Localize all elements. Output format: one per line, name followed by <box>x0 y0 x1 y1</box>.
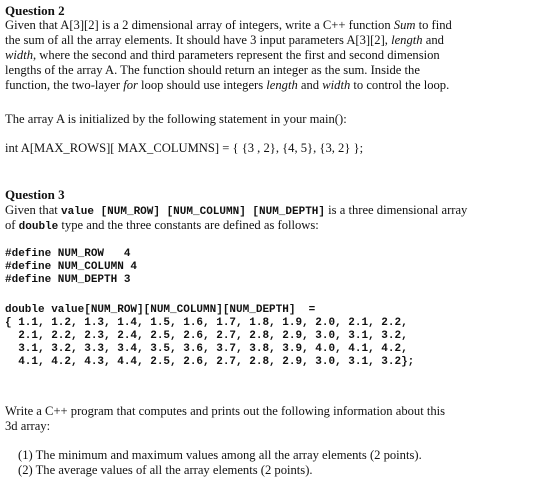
task-item-1: (1) The minimum and maximum values among all the array elements (2 points). <box>18 448 422 462</box>
paragraph-line <box>5 33 444 48</box>
paragraph-line <box>5 63 420 78</box>
text-run: Given that A[3][2] is a 2 dimensional array of integers, write a C++ function <box>5 18 394 32</box>
task-text-line-1: Write a C++ program that computes and prints out the following information about this <box>5 404 446 418</box>
code-term: value [NUM_ROW] [NUM_COLUMN] [NUM_DEPTH] <box>60 206 326 218</box>
text-run: and <box>297 78 323 92</box>
italic-term: width <box>322 78 351 92</box>
array-declaration-line: double value[NUM_ROW][NUM_COLUMN][NUM_DEPTH] = <box>5 304 316 316</box>
array-values-row-4: 4.1, 4.2, 4.3, 4.4, 2.5, 2.6, 2.7, 2.8, 2.9, 3.0, 3.1, 3.2}; <box>5 356 415 368</box>
array-values-row-3: 3.1, 3.2, 3.3, 3.4, 3.5, 3.6, 3.7, 3.8, 3.9, 4.0, 4.1, 4.2, <box>5 343 408 355</box>
italic-term: length <box>266 78 298 92</box>
define-num-column: #define NUM_COLUMN 4 <box>5 261 138 273</box>
question-2-init-text: The array A is initialized by the following statement in your main(): <box>5 112 347 126</box>
italic-term: length <box>391 33 423 47</box>
array-values-row-1: { 1.1, 1.2, 1.3, 1.4, 1.5, 1.6, 1.7, 1.8, 1.9, 2.0, 2.1, 2.2, <box>5 317 408 329</box>
question-3-heading: Question 3 <box>5 187 65 202</box>
text-run: , where the second and third parameters represent the first and second dimension <box>33 48 440 62</box>
italic-term: for <box>123 78 138 92</box>
define-num-depth: #define NUM_DEPTH 3 <box>5 274 131 286</box>
question-2-array-init-statement: int A[MAX_ROWS][ MAX_COLUMNS] = { {3 , 2}, {4, 5}, {3, 2} }; <box>5 141 364 155</box>
italic-term: width <box>5 48 33 62</box>
text-run: type and the three constants are defined as follows: <box>58 218 319 232</box>
task-text-line-2: 3d array: <box>5 419 51 433</box>
text-run: of <box>5 218 19 232</box>
paragraph-line <box>5 48 440 63</box>
text-run: and <box>422 33 444 47</box>
task-item-2: (2) The average values of all the array elements (2 points). <box>18 463 313 477</box>
text-run: loop should use integers <box>137 78 267 92</box>
text-run: to find <box>415 18 452 32</box>
paragraph-line <box>5 78 449 93</box>
code-term: double <box>18 221 59 233</box>
text-run: is a three dimensional array <box>325 203 468 217</box>
array-values-row-2: 2.1, 2.2, 2.3, 2.4, 2.5, 2.6, 2.7, 2.8, 2.9, 3.0, 3.1, 3.2, <box>5 330 408 342</box>
text-run: to control the loop. <box>350 78 450 92</box>
text-run: the sum of all the array elements. It should have 3 input parameters A[3][2], <box>5 33 392 47</box>
italic-term: Sum <box>393 18 416 32</box>
paragraph-line <box>5 218 319 235</box>
text-run: Given that <box>5 203 61 217</box>
question-2-heading: Question 2 <box>5 3 65 18</box>
define-num-row: #define NUM_ROW 4 <box>5 248 131 260</box>
text-run: lengths of the array A. The function should return an integer as the sum. Inside the <box>5 63 420 77</box>
text-run: function, the two-layer <box>5 78 124 92</box>
paragraph-line <box>5 18 452 33</box>
